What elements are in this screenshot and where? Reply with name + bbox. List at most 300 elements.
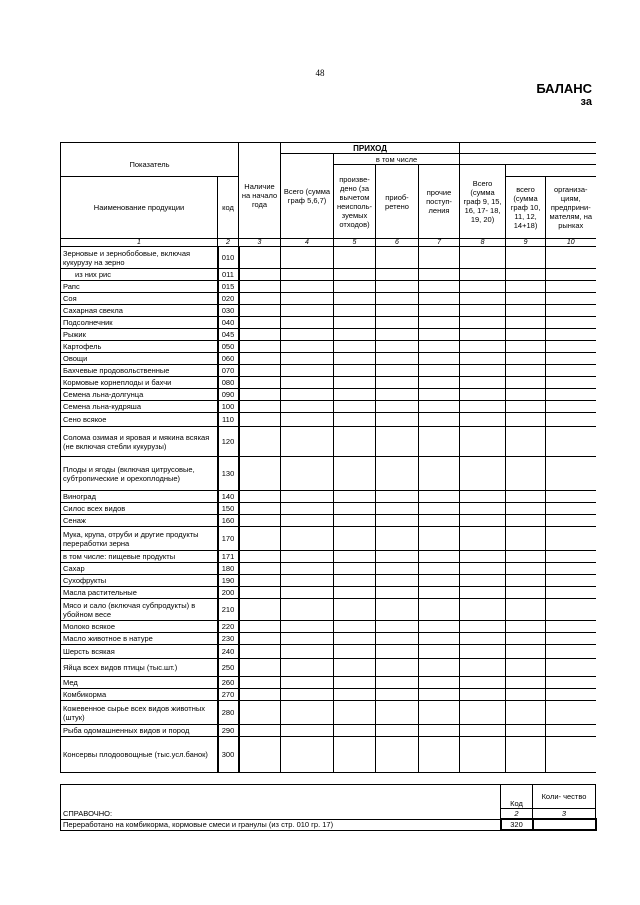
value-cell[interactable] xyxy=(239,305,281,317)
value-cell[interactable] xyxy=(506,677,546,689)
value-cell[interactable] xyxy=(419,353,460,365)
column-number-row xyxy=(61,239,596,247)
value-cell[interactable] xyxy=(546,503,596,515)
value-cell[interactable] xyxy=(376,599,419,621)
value-cell[interactable] xyxy=(376,725,419,737)
value-cell[interactable] xyxy=(460,515,506,527)
value-cell[interactable] xyxy=(546,515,596,527)
value-cell[interactable] xyxy=(281,551,334,563)
value-cell[interactable] xyxy=(281,725,334,737)
value-cell[interactable] xyxy=(460,725,506,737)
value-cell[interactable] xyxy=(506,401,546,413)
value-cell[interactable] xyxy=(281,599,334,621)
value-cell[interactable] xyxy=(546,401,596,413)
value-cell[interactable] xyxy=(281,491,334,503)
value-cell[interactable] xyxy=(419,329,460,341)
value-cell[interactable] xyxy=(376,329,419,341)
value-cell[interactable] xyxy=(460,247,506,269)
value-cell[interactable] xyxy=(419,515,460,527)
value-cell[interactable] xyxy=(334,515,376,527)
value-cell[interactable] xyxy=(281,281,334,293)
value-cell[interactable] xyxy=(419,389,460,401)
value-cell[interactable] xyxy=(460,527,506,551)
value-cell[interactable] xyxy=(419,491,460,503)
table-row xyxy=(61,491,596,503)
value-cell[interactable] xyxy=(376,401,419,413)
value-cell[interactable] xyxy=(281,269,334,281)
value-cell[interactable] xyxy=(281,645,334,659)
value-cell[interactable] xyxy=(376,633,419,645)
value-cell[interactable] xyxy=(281,389,334,401)
value-cell[interactable] xyxy=(239,377,281,389)
product-code-cell: 260 xyxy=(218,677,239,689)
value-cell[interactable] xyxy=(506,621,546,633)
proizvedeno-header: произве- дено (за вычетом неисполь- зуемых отходов) xyxy=(334,165,376,239)
value-cell[interactable] xyxy=(546,389,596,401)
value-cell[interactable] xyxy=(334,365,376,377)
value-cell[interactable] xyxy=(239,389,281,401)
value-cell[interactable] xyxy=(546,587,596,599)
value-cell[interactable] xyxy=(506,515,546,527)
value-cell[interactable] xyxy=(546,457,596,491)
value-cell[interactable] xyxy=(376,659,419,677)
value-cell[interactable] xyxy=(334,269,376,281)
value-cell[interactable] xyxy=(546,281,596,293)
value-cell[interactable] xyxy=(506,269,546,281)
value-cell[interactable] xyxy=(334,659,376,677)
value-cell[interactable] xyxy=(460,587,506,599)
value-cell[interactable] xyxy=(239,527,281,551)
value-cell[interactable] xyxy=(239,587,281,599)
value-cell[interactable] xyxy=(546,427,596,457)
value-cell[interactable] xyxy=(506,427,546,457)
value-cell[interactable] xyxy=(506,389,546,401)
value-cell[interactable] xyxy=(419,341,460,353)
value-cell[interactable] xyxy=(334,645,376,659)
value-cell[interactable] xyxy=(239,725,281,737)
value-cell[interactable] xyxy=(334,563,376,575)
reference-table xyxy=(60,784,597,831)
value-cell[interactable] xyxy=(376,515,419,527)
value-cell[interactable] xyxy=(546,353,596,365)
value-cell[interactable] xyxy=(334,689,376,701)
value-cell[interactable] xyxy=(460,621,506,633)
value-cell[interactable] xyxy=(281,365,334,377)
value-cell[interactable] xyxy=(506,329,546,341)
value-cell[interactable] xyxy=(281,293,334,305)
value-cell[interactable] xyxy=(506,413,546,427)
value-cell[interactable] xyxy=(506,317,546,329)
value-cell[interactable] xyxy=(506,659,546,677)
value-cell[interactable] xyxy=(239,427,281,457)
value-cell[interactable] xyxy=(546,659,596,677)
value-cell[interactable] xyxy=(419,599,460,621)
value-cell[interactable] xyxy=(506,725,546,737)
value-cell[interactable] xyxy=(239,515,281,527)
value-cell[interactable] xyxy=(239,491,281,503)
ref-row-qty-cell[interactable] xyxy=(533,819,596,830)
value-cell[interactable] xyxy=(506,599,546,621)
value-cell[interactable] xyxy=(506,587,546,599)
value-cell[interactable] xyxy=(376,587,419,599)
value-cell[interactable] xyxy=(281,677,334,689)
value-cell[interactable] xyxy=(334,457,376,491)
value-cell[interactable] xyxy=(419,621,460,633)
value-cell[interactable] xyxy=(239,659,281,677)
value-cell[interactable] xyxy=(281,317,334,329)
value-cell[interactable] xyxy=(334,293,376,305)
value-cell[interactable] xyxy=(460,293,506,305)
value-cell[interactable] xyxy=(239,701,281,725)
value-cell[interactable] xyxy=(546,551,596,563)
value-cell[interactable] xyxy=(546,563,596,575)
value-cell[interactable] xyxy=(376,317,419,329)
value-cell[interactable] xyxy=(334,621,376,633)
value-cell[interactable] xyxy=(546,269,596,281)
col-num: 9 xyxy=(506,239,546,247)
value-cell[interactable] xyxy=(460,659,506,677)
value-cell[interactable] xyxy=(376,677,419,689)
value-cell[interactable] xyxy=(281,503,334,515)
value-cell[interactable] xyxy=(506,575,546,587)
value-cell[interactable] xyxy=(281,247,334,269)
value-cell[interactable] xyxy=(506,503,546,515)
value-cell[interactable] xyxy=(546,689,596,701)
value-cell[interactable] xyxy=(460,575,506,587)
value-cell[interactable] xyxy=(419,689,460,701)
value-cell[interactable] xyxy=(419,365,460,377)
value-cell[interactable] xyxy=(460,365,506,377)
value-cell[interactable] xyxy=(419,457,460,491)
value-cell[interactable] xyxy=(239,329,281,341)
value-cell[interactable] xyxy=(334,281,376,293)
value-cell[interactable] xyxy=(376,341,419,353)
value-cell[interactable] xyxy=(546,737,596,773)
value-cell[interactable] xyxy=(376,503,419,515)
value-cell[interactable] xyxy=(460,551,506,563)
ref-label: СПРАВОЧНО: xyxy=(61,809,501,820)
value-cell[interactable] xyxy=(546,413,596,427)
value-cell[interactable] xyxy=(281,377,334,389)
value-cell[interactable] xyxy=(239,341,281,353)
value-cell[interactable] xyxy=(419,305,460,317)
value-cell[interactable] xyxy=(376,689,419,701)
value-cell[interactable] xyxy=(460,329,506,341)
value-cell[interactable] xyxy=(419,281,460,293)
value-cell[interactable] xyxy=(506,633,546,645)
value-cell[interactable] xyxy=(506,563,546,575)
product-name-header: Наименование продукции xyxy=(61,177,218,239)
value-cell[interactable] xyxy=(546,293,596,305)
value-cell[interactable] xyxy=(376,737,419,773)
value-cell[interactable] xyxy=(281,413,334,427)
value-cell[interactable] xyxy=(281,659,334,677)
value-cell[interactable] xyxy=(460,599,506,621)
value-cell[interactable] xyxy=(460,341,506,353)
value-cell[interactable] xyxy=(546,633,596,645)
value-cell[interactable] xyxy=(376,427,419,457)
value-cell[interactable] xyxy=(460,305,506,317)
value-cell[interactable] xyxy=(376,269,419,281)
value-cell[interactable] xyxy=(546,329,596,341)
value-cell[interactable] xyxy=(546,725,596,737)
product-code-cell: 210 xyxy=(218,599,239,621)
value-cell[interactable] xyxy=(419,677,460,689)
value-cell[interactable] xyxy=(506,457,546,491)
value-cell[interactable] xyxy=(281,689,334,701)
value-cell[interactable] xyxy=(334,737,376,773)
value-cell[interactable] xyxy=(546,317,596,329)
value-cell[interactable] xyxy=(334,725,376,737)
value-cell[interactable] xyxy=(546,305,596,317)
value-cell[interactable] xyxy=(239,247,281,269)
value-cell[interactable] xyxy=(334,317,376,329)
product-name-cell: Сенаж xyxy=(61,515,218,527)
value-cell[interactable] xyxy=(546,365,596,377)
value-cell[interactable] xyxy=(546,527,596,551)
value-cell[interactable] xyxy=(460,645,506,659)
table-row xyxy=(61,341,596,353)
value-cell[interactable] xyxy=(506,645,546,659)
product-name-cell: Бахчевые продовольственные xyxy=(61,365,218,377)
value-cell[interactable] xyxy=(506,247,546,269)
value-cell[interactable] xyxy=(239,563,281,575)
value-cell[interactable] xyxy=(376,621,419,633)
value-cell[interactable] xyxy=(376,293,419,305)
value-cell[interactable] xyxy=(460,503,506,515)
value-cell[interactable] xyxy=(419,427,460,457)
value-cell[interactable] xyxy=(239,281,281,293)
value-cell[interactable] xyxy=(460,377,506,389)
value-cell[interactable] xyxy=(281,563,334,575)
value-cell[interactable] xyxy=(460,413,506,427)
value-cell[interactable] xyxy=(460,281,506,293)
value-cell[interactable] xyxy=(460,689,506,701)
value-cell[interactable] xyxy=(506,365,546,377)
value-cell[interactable] xyxy=(376,575,419,587)
page-number: 48 xyxy=(315,68,325,78)
value-cell[interactable] xyxy=(419,293,460,305)
value-cell[interactable] xyxy=(334,503,376,515)
value-cell[interactable] xyxy=(334,701,376,725)
value-cell[interactable] xyxy=(460,563,506,575)
value-cell[interactable] xyxy=(334,587,376,599)
value-cell[interactable] xyxy=(334,401,376,413)
value-cell[interactable] xyxy=(239,365,281,377)
value-cell[interactable] xyxy=(419,737,460,773)
value-cell[interactable] xyxy=(546,645,596,659)
value-cell[interactable] xyxy=(419,645,460,659)
value-cell[interactable] xyxy=(460,427,506,457)
value-cell[interactable] xyxy=(239,353,281,365)
product-code-cell: 300 xyxy=(218,737,239,773)
value-cell[interactable] xyxy=(239,737,281,773)
value-cell[interactable] xyxy=(419,587,460,599)
value-cell[interactable] xyxy=(281,575,334,587)
value-cell[interactable] xyxy=(376,563,419,575)
table-row xyxy=(61,269,596,281)
value-cell[interactable] xyxy=(506,341,546,353)
value-cell[interactable] xyxy=(239,401,281,413)
value-cell[interactable] xyxy=(546,575,596,587)
value-cell[interactable] xyxy=(281,587,334,599)
value-cell[interactable] xyxy=(239,645,281,659)
col-num: 5 xyxy=(334,239,376,247)
value-cell[interactable] xyxy=(239,457,281,491)
value-cell[interactable] xyxy=(506,293,546,305)
value-cell[interactable] xyxy=(419,527,460,551)
value-cell[interactable] xyxy=(546,491,596,503)
product-code-cell: 010 xyxy=(218,247,239,269)
value-cell[interactable] xyxy=(334,353,376,365)
value-cell[interactable] xyxy=(239,293,281,305)
value-cell[interactable] xyxy=(334,633,376,645)
value-cell[interactable] xyxy=(419,317,460,329)
value-cell[interactable] xyxy=(376,551,419,563)
value-cell[interactable] xyxy=(376,457,419,491)
value-cell[interactable] xyxy=(419,413,460,427)
value-cell[interactable] xyxy=(460,677,506,689)
table-row xyxy=(61,413,596,427)
value-cell[interactable] xyxy=(239,413,281,427)
value-cell[interactable] xyxy=(506,737,546,773)
value-cell[interactable] xyxy=(334,677,376,689)
value-cell[interactable] xyxy=(506,353,546,365)
value-cell[interactable] xyxy=(334,575,376,587)
value-cell[interactable] xyxy=(239,269,281,281)
value-cell[interactable] xyxy=(334,377,376,389)
col-num: 10 xyxy=(546,239,596,247)
value-cell[interactable] xyxy=(546,599,596,621)
value-cell[interactable] xyxy=(239,317,281,329)
value-cell[interactable] xyxy=(281,737,334,773)
value-cell[interactable] xyxy=(460,317,506,329)
value-cell[interactable] xyxy=(334,427,376,457)
value-cell[interactable] xyxy=(460,633,506,645)
product-name-cell: Семена льна-кудряша xyxy=(61,401,218,413)
value-cell[interactable] xyxy=(460,737,506,773)
value-cell[interactable] xyxy=(506,377,546,389)
value-cell[interactable] xyxy=(506,689,546,701)
value-cell[interactable] xyxy=(506,527,546,551)
value-cell[interactable] xyxy=(376,247,419,269)
value-cell[interactable] xyxy=(376,281,419,293)
value-cell[interactable] xyxy=(334,551,376,563)
value-cell[interactable] xyxy=(334,329,376,341)
value-cell[interactable] xyxy=(506,281,546,293)
value-cell[interactable] xyxy=(419,725,460,737)
value-cell[interactable] xyxy=(239,575,281,587)
table-row xyxy=(61,329,596,341)
value-cell[interactable] xyxy=(281,401,334,413)
value-cell[interactable] xyxy=(419,659,460,677)
value-cell[interactable] xyxy=(334,341,376,353)
value-cell[interactable] xyxy=(334,389,376,401)
value-cell[interactable] xyxy=(419,401,460,413)
ref-col-qty: 3 xyxy=(533,809,596,820)
value-cell[interactable] xyxy=(281,621,334,633)
value-cell[interactable] xyxy=(419,503,460,515)
value-cell[interactable] xyxy=(546,341,596,353)
value-cell[interactable] xyxy=(460,491,506,503)
value-cell[interactable] xyxy=(506,491,546,503)
value-cell[interactable] xyxy=(546,677,596,689)
value-cell[interactable] xyxy=(419,575,460,587)
value-cell[interactable] xyxy=(334,305,376,317)
value-cell[interactable] xyxy=(460,353,506,365)
value-cell[interactable] xyxy=(376,645,419,659)
value-cell[interactable] xyxy=(419,377,460,389)
product-code-cell: 220 xyxy=(218,621,239,633)
value-cell[interactable] xyxy=(546,377,596,389)
value-cell[interactable] xyxy=(376,491,419,503)
value-cell[interactable] xyxy=(281,701,334,725)
product-code-cell: 050 xyxy=(218,341,239,353)
product-code-cell: 080 xyxy=(218,377,239,389)
value-cell[interactable] xyxy=(419,247,460,269)
value-cell[interactable] xyxy=(334,599,376,621)
value-cell[interactable] xyxy=(281,633,334,645)
value-cell[interactable] xyxy=(376,413,419,427)
value-cell[interactable] xyxy=(281,329,334,341)
value-cell[interactable] xyxy=(460,389,506,401)
value-cell[interactable] xyxy=(281,341,334,353)
value-cell[interactable] xyxy=(419,269,460,281)
value-cell[interactable] xyxy=(546,621,596,633)
value-cell[interactable] xyxy=(506,551,546,563)
value-cell[interactable] xyxy=(334,527,376,551)
value-cell[interactable] xyxy=(239,551,281,563)
value-cell[interactable] xyxy=(460,401,506,413)
value-cell[interactable] xyxy=(376,527,419,551)
value-cell[interactable] xyxy=(239,633,281,645)
value-cell[interactable] xyxy=(376,377,419,389)
value-cell[interactable] xyxy=(419,633,460,645)
ref-row-code: 320 xyxy=(501,819,533,830)
value-cell[interactable] xyxy=(239,677,281,689)
value-cell[interactable] xyxy=(460,701,506,725)
value-cell[interactable] xyxy=(419,563,460,575)
value-cell[interactable] xyxy=(376,701,419,725)
value-cell[interactable] xyxy=(334,247,376,269)
value-cell[interactable] xyxy=(239,621,281,633)
value-cell[interactable] xyxy=(281,305,334,317)
value-cell[interactable] xyxy=(281,457,334,491)
value-cell[interactable] xyxy=(506,701,546,725)
value-cell[interactable] xyxy=(460,269,506,281)
value-cell[interactable] xyxy=(376,305,419,317)
value-cell[interactable] xyxy=(419,551,460,563)
value-cell[interactable] xyxy=(506,305,546,317)
value-cell[interactable] xyxy=(546,701,596,725)
value-cell[interactable] xyxy=(281,353,334,365)
value-cell[interactable] xyxy=(376,365,419,377)
value-cell[interactable] xyxy=(460,457,506,491)
value-cell[interactable] xyxy=(334,413,376,427)
value-cell[interactable] xyxy=(281,427,334,457)
value-cell[interactable] xyxy=(281,527,334,551)
value-cell[interactable] xyxy=(239,599,281,621)
value-cell[interactable] xyxy=(546,247,596,269)
value-cell[interactable] xyxy=(281,515,334,527)
value-cell[interactable] xyxy=(376,353,419,365)
value-cell[interactable] xyxy=(239,689,281,701)
product-code-cell: 200 xyxy=(218,587,239,599)
value-cell[interactable] xyxy=(419,701,460,725)
value-cell[interactable] xyxy=(376,389,419,401)
value-cell[interactable] xyxy=(239,503,281,515)
value-cell[interactable] xyxy=(334,491,376,503)
